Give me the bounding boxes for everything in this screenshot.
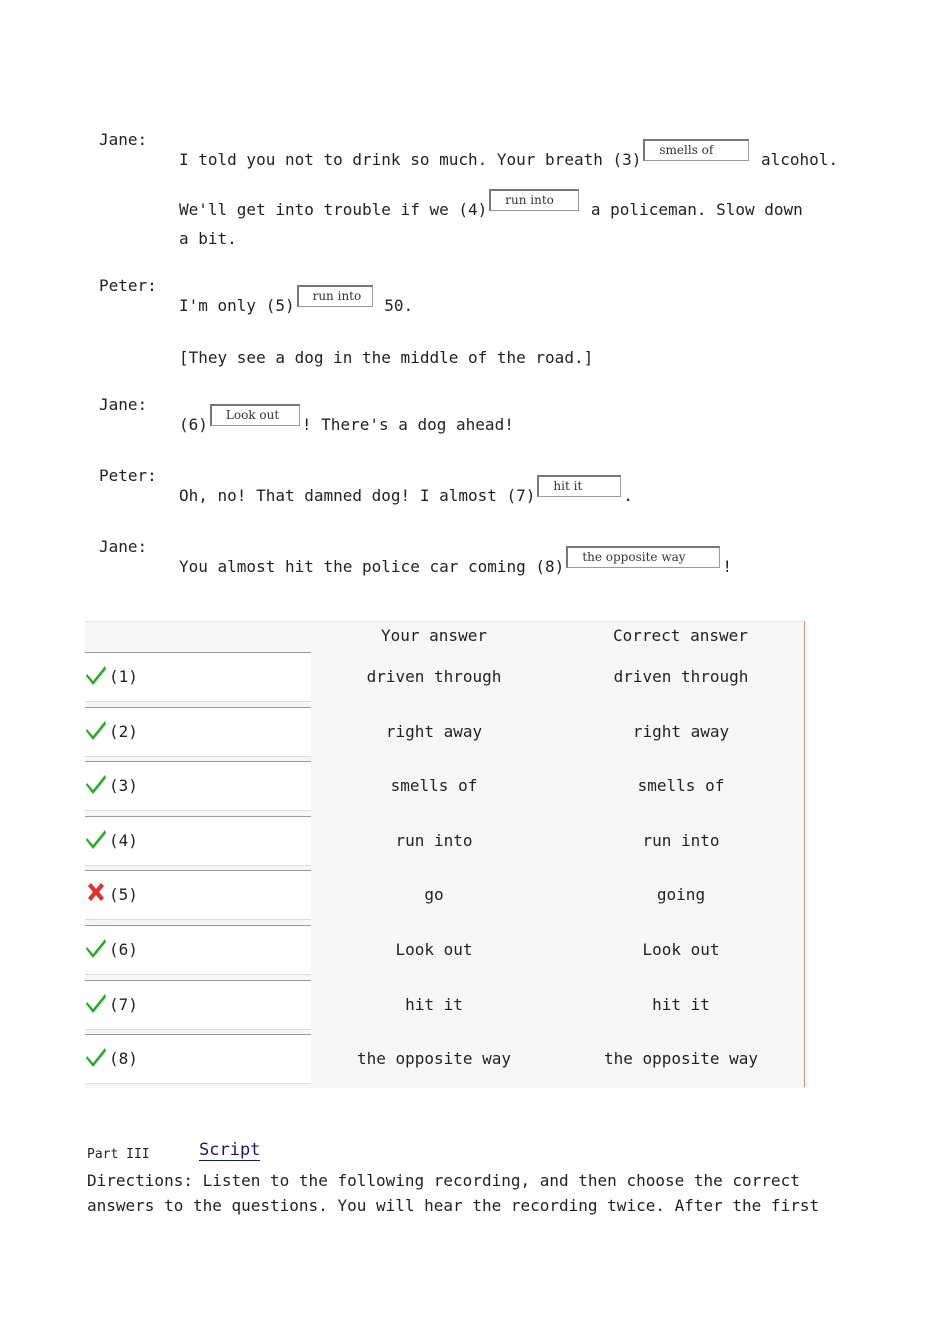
your-answer-cell: right away	[385, 722, 483, 741]
row-number: (4)	[109, 831, 138, 850]
dialogue-text: I told you not to drink so much. Your breath (3)	[179, 150, 642, 169]
speaker-jane: Jane:	[99, 537, 148, 556]
dialogue-text: .	[623, 486, 634, 505]
header-correct-answer: Correct answer	[613, 626, 748, 645]
correct-answer-cell: right away	[632, 722, 730, 741]
answer-blank-8[interactable]: the opposite way	[566, 546, 720, 568]
dialogue-line	[179, 193, 803, 219]
row-number: (3)	[109, 776, 138, 795]
dialogue-line: a bit.	[179, 229, 237, 248]
speaker-peter: Peter:	[99, 276, 157, 295]
stage-direction: [They see a dog in the middle of the road.]	[179, 348, 594, 367]
correct-answer-cell: hit it	[652, 995, 710, 1014]
row-number: (5)	[109, 885, 138, 904]
table-row	[85, 925, 311, 975]
check-icon	[85, 772, 107, 794]
row-number: (8)	[109, 1049, 138, 1068]
check-icon	[85, 827, 107, 849]
check-icon	[85, 1045, 107, 1067]
your-answer-cell: go	[424, 885, 444, 904]
dialogue-text: Oh, no! That damned dog! I almost (7)	[179, 486, 536, 505]
table-row	[85, 870, 311, 920]
dialogue-line	[179, 550, 732, 576]
correct-answer-cell: the opposite way	[603, 1049, 759, 1068]
answer-blank-5[interactable]: run into	[297, 285, 373, 307]
dialogue-text: alcohol.	[761, 150, 839, 169]
row-number: (2)	[109, 722, 138, 741]
speaker-jane: Jane:	[99, 130, 148, 149]
table-row	[85, 652, 311, 702]
table-row	[85, 761, 311, 811]
your-answer-cell: smells of	[390, 776, 478, 795]
row-number: (1)	[109, 667, 138, 686]
check-icon	[85, 936, 107, 958]
dialogue-text: a policeman. Slow down	[590, 200, 803, 219]
your-answer-cell: hit it	[405, 995, 463, 1014]
your-answer-cell: Look out	[395, 940, 473, 959]
dialogue-line	[179, 143, 839, 169]
dialogue-text: ! There's a dog ahead!	[301, 415, 514, 434]
table-right-rule	[804, 621, 805, 1087]
correct-answer-cell: smells of	[637, 776, 725, 795]
check-icon	[85, 663, 107, 685]
part-label: Part III	[87, 1147, 150, 1162]
table-row	[85, 1034, 311, 1084]
your-answer-cell: the opposite way	[356, 1049, 512, 1068]
directions-line-1: Directions: Listen to the following recording, and then choose the correct	[87, 1171, 800, 1190]
correct-answer-cell: driven through	[613, 667, 749, 686]
speaker-jane: Jane:	[99, 395, 148, 414]
dialogue-text: (6)	[179, 415, 208, 434]
script-link[interactable]: Script	[199, 1140, 261, 1160]
your-answer-cell: run into	[395, 831, 473, 850]
table-row	[85, 816, 311, 866]
answer-blank-4[interactable]: run into	[489, 189, 579, 211]
dialogue-line	[179, 479, 634, 505]
directions-line-2: answers to the questions. You will hear the recording twice. After the first	[87, 1196, 820, 1215]
your-answer-cell: driven through	[366, 667, 502, 686]
dialogue-text: We'll get into trouble if we (4)	[179, 200, 488, 219]
check-icon	[85, 991, 107, 1013]
row-number: (7)	[109, 995, 138, 1014]
correct-answer-cell: going	[656, 885, 706, 904]
answer-blank-7[interactable]: hit it	[537, 475, 621, 497]
cross-icon	[85, 881, 107, 903]
dialogue-text: !	[722, 557, 732, 576]
dialogue-line	[179, 289, 414, 315]
correct-answer-cell: Look out	[642, 940, 720, 959]
check-icon	[85, 718, 107, 740]
answer-blank-6[interactable]: Look out	[210, 404, 300, 426]
answer-blank-3[interactable]: smells of	[643, 139, 749, 161]
table-row	[85, 980, 311, 1030]
dialogue-text: 50.	[384, 296, 414, 315]
correct-answer-cell: run into	[642, 831, 720, 850]
dialogue-line	[179, 408, 514, 434]
row-number: (6)	[109, 940, 138, 959]
table-row	[85, 707, 311, 757]
header-your-answer: Your answer	[381, 626, 487, 645]
dialogue-text: I'm only (5)	[179, 296, 295, 315]
dialogue-text: You almost hit the police car coming (8)	[179, 557, 565, 576]
speaker-peter: Peter:	[99, 466, 157, 485]
